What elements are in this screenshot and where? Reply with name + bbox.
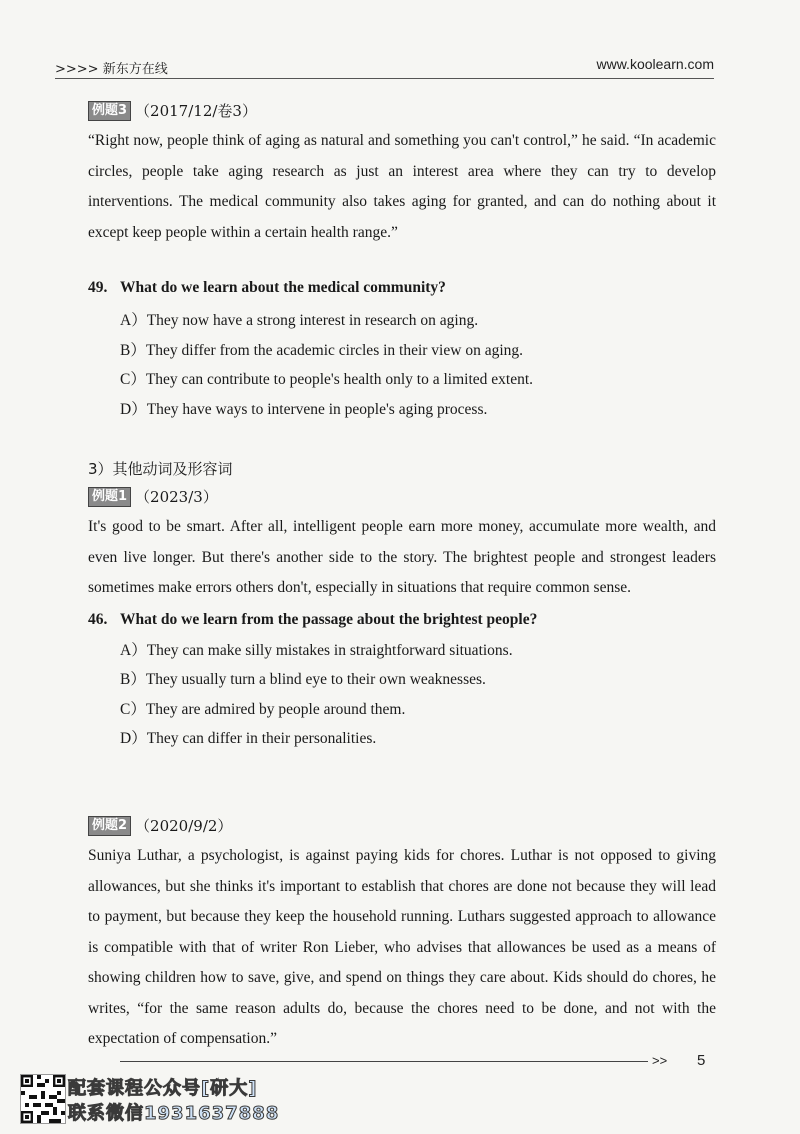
question-49-options bbox=[120, 306, 716, 424]
question-text: What do we learn from the passage about the brightest people? bbox=[120, 610, 538, 628]
question-46-options bbox=[120, 636, 716, 754]
example-2-passage: Suniya Luthar, a psychologist, is against paying kids for chores. Luthar is not opposed to giving allowances, but she thinks it's important to establish that chores are done not because they will lead to payment, but because they keep the household running. Luthars suggested approach to allowance is compatible with that of writer Ron Lieber, who advises that allowances be used as a means of showing children how to save, give, and spend on things they care about. Kids should do chores, he writes, “for the same reason adults do, because the chores need to be done, and not with the expectation of compensation.” bbox=[88, 847, 716, 1047]
section-heading: 3）其他动词及形容词 bbox=[88, 460, 233, 478]
qr-code bbox=[20, 1074, 66, 1124]
promo-line-2: 联系微信1931637888 bbox=[68, 1103, 280, 1124]
footer-arrows: >> bbox=[652, 1053, 668, 1068]
example-tag: 例题3 bbox=[88, 101, 131, 121]
example-2 bbox=[88, 815, 716, 1055]
question-49 bbox=[88, 274, 716, 302]
example-3-passage: “Right now, people think of aging as natural and something you can't control,” he said. “In academic circles, people take aging research as just an interest area where they can try to develop interventions. The medical community also takes aging for granted, and can do nothing about it except keep people within a certain health range.” bbox=[88, 132, 716, 241]
example-tag: 例题2 bbox=[88, 816, 131, 836]
example-1-heading bbox=[88, 486, 716, 508]
example-source: （2023/3） bbox=[135, 488, 218, 506]
option-b: B）They differ from the academic circles in their view on aging. bbox=[120, 341, 524, 359]
question-number: 49. bbox=[88, 279, 108, 296]
example-source: （2017/12/卷3） bbox=[135, 102, 257, 120]
option-d: D）They have ways to intervene in people's aging process. bbox=[120, 400, 488, 418]
example-tag: 例题1 bbox=[88, 487, 131, 507]
example-2-heading bbox=[88, 815, 716, 837]
example-3 bbox=[88, 100, 716, 424]
header-divider bbox=[55, 78, 714, 79]
option-a: A）They can make silly mistakes in straightforward situations. bbox=[120, 641, 513, 659]
option-c: C）They can contribute to people's health only to a limited extent. bbox=[120, 371, 534, 388]
option-d: D）They can differ in their personalities. bbox=[120, 730, 377, 747]
promo-line-1: 配套课程公众号[研大] bbox=[68, 1078, 258, 1099]
option-c: C）They are admired by people around them. bbox=[120, 700, 406, 718]
question-text: What do we learn about the medical community? bbox=[120, 279, 446, 296]
qr-code-graphic bbox=[21, 1075, 65, 1123]
example-1 bbox=[88, 486, 716, 754]
question-number: 46. bbox=[88, 610, 108, 628]
example-3-heading bbox=[88, 100, 716, 122]
option-a: A）They now have a strong interest in research on aging. bbox=[120, 312, 479, 329]
footer-divider bbox=[120, 1061, 648, 1062]
example-1-passage: It's good to be smart. After all, intelligent people earn more money, accumulate more wealth, and even live longer. But there's another side to the story. The brightest people and strongest leaders sometimes make errors others don't, especially in situations that require common sense. bbox=[88, 518, 716, 596]
header-brand: >>>> 新东方在线 bbox=[55, 62, 168, 77]
example-source: （2020/9/2） bbox=[135, 817, 233, 835]
option-b: B）They usually turn a blind eye to their own weaknesses. bbox=[120, 671, 486, 688]
question-46 bbox=[88, 606, 716, 634]
page-number: 5 bbox=[697, 1052, 706, 1069]
header-website: www.koolearn.com bbox=[596, 56, 714, 72]
